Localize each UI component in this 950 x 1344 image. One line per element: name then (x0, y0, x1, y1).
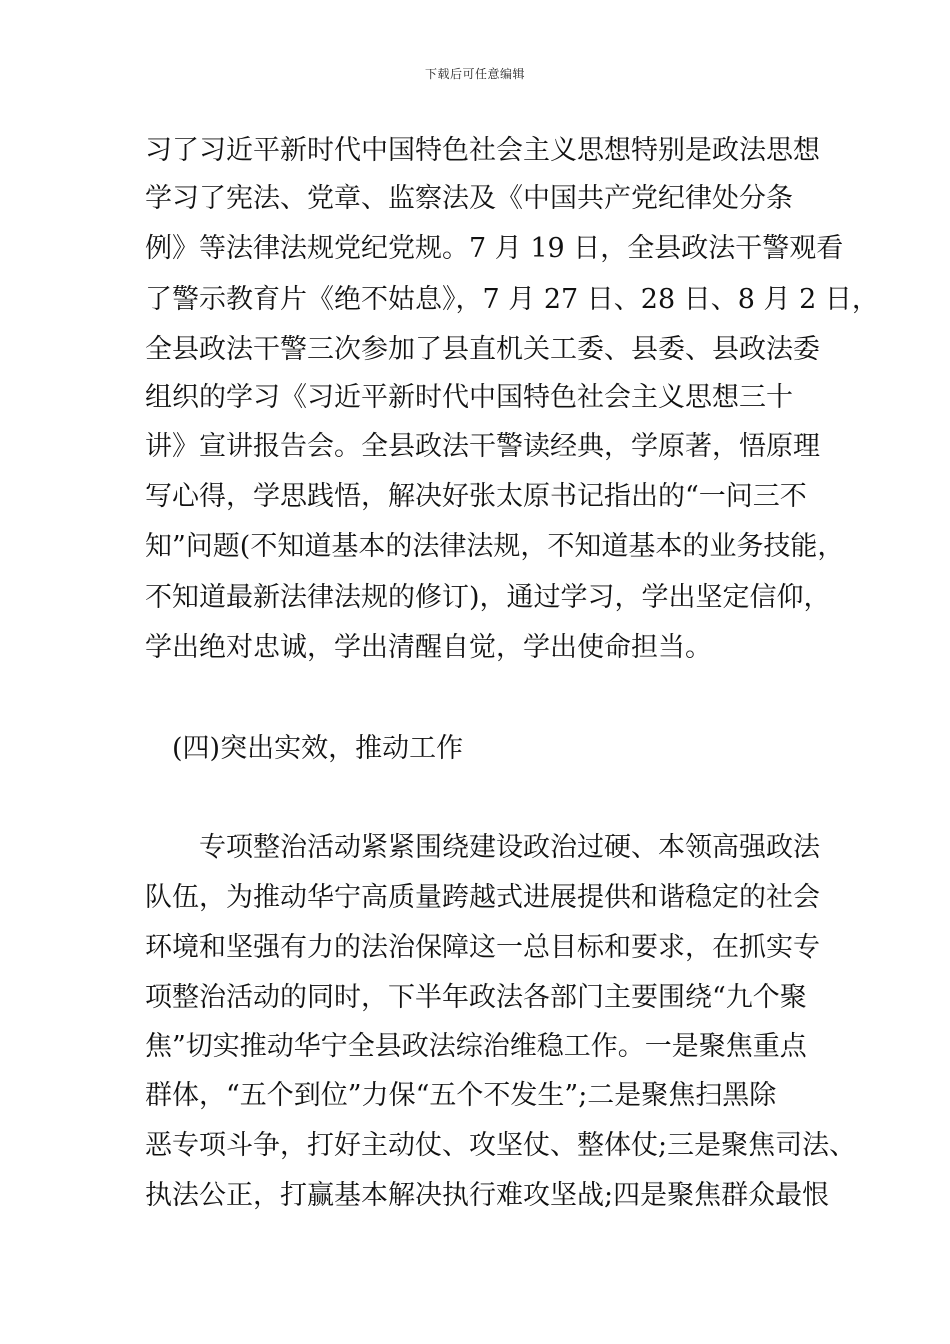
paragraph-line: 讲》宣讲报告会。全县政法干警读经典，学原著，悟原理 (145, 431, 820, 462)
paragraph-line: 队伍，为推动华宁高质量跨越式进展提供和谐稳定的社会 (145, 882, 820, 913)
paragraph-line: 学出绝对忠诚，学出清醒自觉，学出使命担当。 (145, 632, 712, 663)
paragraph-line: 学习了宪法、党章、监察法及《中国共产党纪律处分条 (145, 183, 793, 214)
paragraph-line: 组织的学习《习近平新时代中国特色社会主义思想三十 (145, 382, 793, 413)
section-heading: (四)突出实效，推动工作 (172, 733, 464, 764)
paragraph-line: 环境和坚强有力的法治保障这一总目标和要求，在抓实专 (145, 932, 820, 963)
paragraph-line: 焦”切实推动华宁全县政法综治维稳工作。一是聚焦重点 (145, 1031, 807, 1062)
paragraph-line: 写心得，学思践悟，解决好张太原书记指出的“一问三不 (145, 481, 807, 512)
paragraph-line: 习了习近平新时代中国特色社会主义思想特别是政法思想 (145, 135, 820, 166)
paragraph-line: 专项整治活动紧紧围绕建设政治过硬、本领高强政法 (199, 832, 820, 863)
paragraph-line: 了警示教育片《绝不姑息》，7 月 27 日、28 日、8 月 2 日， (145, 284, 879, 315)
paragraph-line: 例》等法律法规党纪党规。7 月 19 日，全县政法干警观看 (145, 233, 844, 264)
paragraph-line: 恶专项斗争，打好主动仗、攻坚仗、整体仗;三是聚焦司法、 (145, 1130, 857, 1161)
paragraph-line: 执法公正，打赢基本解决执行难攻坚战;四是聚焦群众最恨 (145, 1180, 830, 1211)
paragraph-line: 不知道最新法律法规的修订)，通过学习，学出坚定信仰， (145, 582, 831, 613)
paragraph-line: 全县政法干警三次参加了县直机关工委、县委、县政法委 (145, 334, 820, 365)
paragraph-line: 群体，“五个到位”力保“五个不发生”;二是聚焦扫黑除 (145, 1080, 777, 1111)
paragraph-line: 知”问题(不知道基本的法律法规，不知道基本的业务技能， (145, 531, 845, 562)
page-header: 下载后可任意编辑 (424, 67, 525, 81)
paragraph-line: 项整治活动的同时，下半年政法各部门主要围绕“九个聚 (145, 982, 807, 1013)
